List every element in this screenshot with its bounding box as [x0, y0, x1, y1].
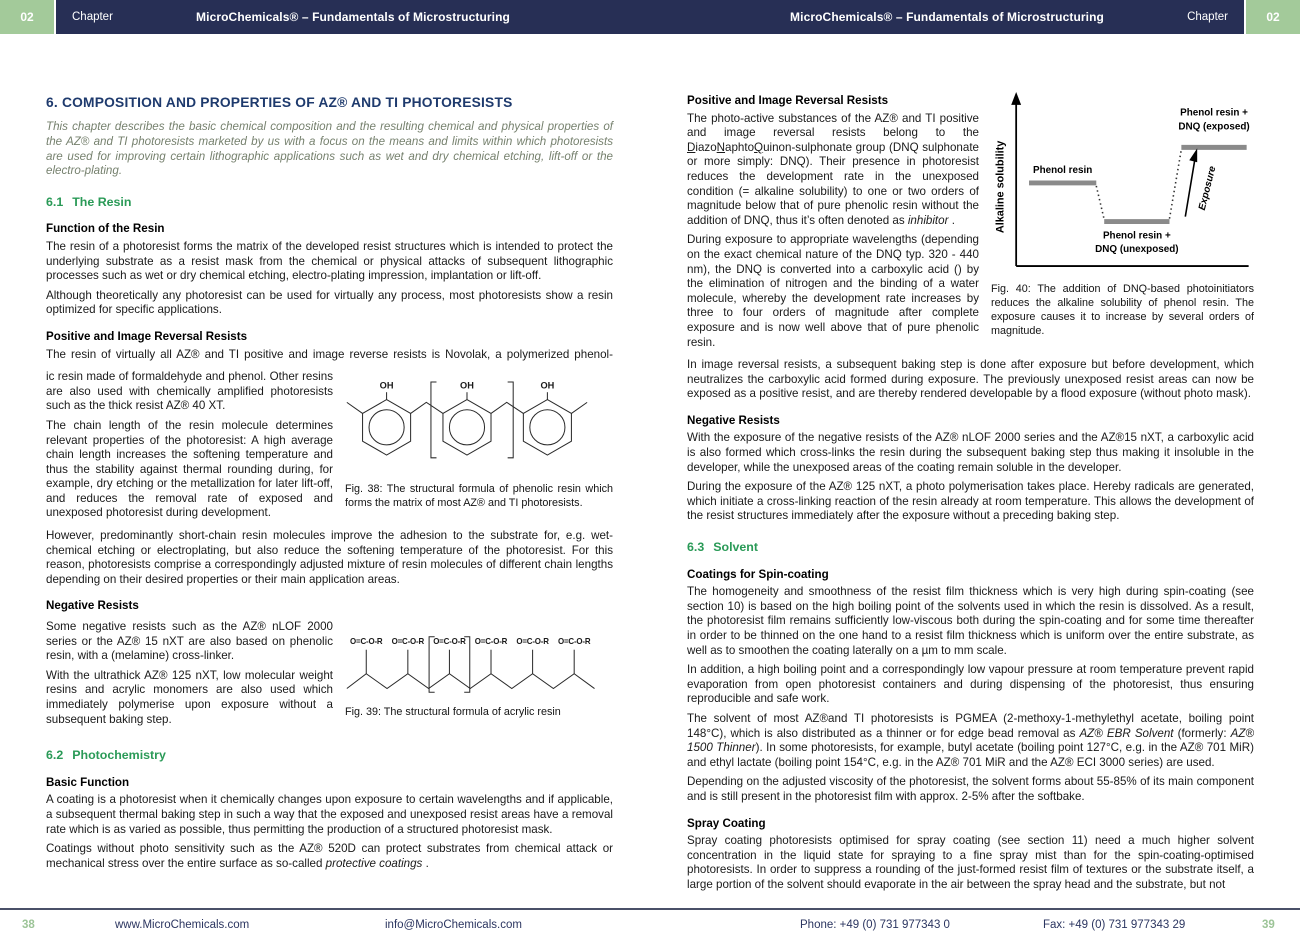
chapter-number-badge-right: 02 — [1244, 0, 1300, 34]
ester-group-label: O=C-O-R — [516, 637, 549, 647]
paragraph: In addition, a high boiling point and a correspondingly low vapour pressure at room temperature prevent rapid evaporation from open photoresist containers and during dispensing of the photoresist, thus ensuring reproducible and safe work. — [687, 663, 1254, 706]
heading-6-2-number: 6.2 — [46, 748, 64, 763]
chapter-label-left: Chapter — [72, 11, 113, 23]
subheading-spin-coating: Coatings for Spin-coating — [687, 567, 829, 581]
header-right-half — [650, 0, 1244, 34]
heading-6-3-label: Solvent — [713, 540, 758, 555]
text-figure-row-fig39 — [46, 617, 613, 732]
paragraph: In image reversal resists, a subsequent baking step is done after exposure but before development, which neutralizes the carboxylic acid formed during exposure. The previously unexposed resist areas can now be exposed as a positive resist, and are thereby rendered developable by a flood exposure (without photo mask). — [687, 358, 1254, 401]
header-left-half — [56, 0, 650, 34]
figure-38-caption: Fig. 38: The structural formula of phenolic resin which forms the matrix of most AZ® and TI photoresists. — [345, 482, 613, 509]
paragraph: With the ultrathick AZ® 125 nXT, low molecular weight resins and acrylic monomers are also used which immediately polymerise upon exposure without a subsequent baking step. — [46, 668, 333, 726]
figure-39 — [345, 617, 613, 719]
heading-6-2 — [46, 748, 613, 764]
email-link[interactable]: info@MicroChemicals.com — [385, 919, 522, 931]
paragraph: The photo-active substances of the AZ® and TI positive and image reversal resists belong to the DiazoNaphtoQuinon-sulphonate group (DNQ sulphonate or more simply: DNQ). Their presence in photoresist reduces the development rate in the unexposed condition (= alkaline solubility) to one or two orders of magnitude below that of pure phenolic resin without the addition of DNQ, thus it’s often denoted as inhibitor . — [687, 111, 979, 227]
book-title-right: MicroChemicals® – Fundamentals of Microstructuring — [790, 10, 1104, 24]
paragraph: The solvent of most AZ®and TI photoresists is PGMEA (2-methoxy-1-methylethyl acetate, boiling point 148°C), which is also distributed as a thinner or for edge bead removal as AZ® EBR Solvent (formerly: AZ® 1500 Thinner). In some photoresists, for example, butyl acetate (boiling point 127°C, e.g. in the AZ® 701 MiR) and ethyl lactate (boiling point 154°C, e.g. in the AZ® 701 MiR and the AZ® ECI 3000 series) are used. — [687, 712, 1254, 769]
subheading-negative-resists: Negative Resists — [687, 413, 780, 427]
ester-group-label: O=C-O-R — [391, 637, 425, 647]
subheading-negative-resists: Negative Resists — [46, 599, 139, 613]
unexposed-label-line2: DNQ (unexposed) — [1095, 244, 1179, 256]
figure-40 — [991, 88, 1254, 339]
figure-39-caption: Fig. 39: The structural formula of acrylic resin — [345, 705, 561, 718]
ester-group-label: O=C-O-R — [350, 637, 383, 647]
text-column — [46, 367, 333, 526]
paragraph: Although theoretically any photoresist can be used for virtually any process, most photoresists show a resin optimized for specific applications. — [46, 288, 613, 317]
subheading-positive-image-reversal: Positive and Image Reversal Resists — [687, 94, 889, 107]
heading-6-2-label: Photochemistry — [72, 748, 166, 763]
acrylic-resin-structure-diagram — [345, 631, 613, 698]
ester-group-label: O=C-O-R — [557, 637, 591, 647]
exposed-label-line2: DNQ (exposed) — [1178, 121, 1250, 133]
exposure-arrow-label: Exposure — [1196, 165, 1219, 212]
subheading-basic-function: Basic Function — [46, 775, 130, 789]
header-bar — [56, 0, 1244, 34]
text-figure-row-fig38 — [46, 367, 613, 526]
paragraph: Some negative resists such as the AZ® nLOF 2000 series or the AZ® 15 nXT are also based on phenolic resin, with a (melamine) cross-linker. — [46, 620, 333, 663]
text-column — [46, 617, 333, 732]
website-link[interactable]: www.MicroChemicals.com — [115, 919, 250, 931]
paragraph: A coating is a photoresist when it chemically changes upon exposure to certain wavelengths and if applicable, a subsequent thermal baking step in such a way that the exposed and unexposed resist areas have a removal rate which is as varied as possible, thus permitting the production of a structured photoresist mask. — [46, 793, 613, 836]
paragraph: The chain length of the resin molecule determines relevant properties of the photoresist: A high average chain length increases the softening temperature and thus the stability against thermal rounding during, for example, dry etching or the metallization for later lift-off, and reduces the removal rate of exposed and unexposed photoresist during development. — [46, 418, 333, 520]
paragraph: During the exposure of the AZ® 125 nXT, a photo polymerisation takes place. Hereby radicals are generated, which initiate a cross-linking reaction of the resin already at room temperature. This allows the development of the resist structures immediately after the exposure without a preceding baking step. — [687, 480, 1254, 523]
paragraph: However, predominantly short-chain resin molecules improve the adhesion to the substrate for, e.g. wet-chemical etching or electroplating, but also reduce the softening temperature of the photoresist. For this reason, photoresists comprise a correspondingly adjusted mixture of resin molecules of different chain lengths depending on their desired properties or their main application areas. — [46, 529, 613, 586]
paragraph: ic resin made of formaldehyde and phenol. Other resins are also used with chemically amplified photoresists such as the thick resist AZ® 40 XT. — [46, 370, 333, 413]
oh-group-label: OH — [540, 380, 555, 391]
phenolic-resin-structure-diagram — [345, 367, 613, 471]
heading-6-3-number: 6.3 — [687, 540, 705, 555]
paragraph: The homogeneity and smoothness of the resist film thickness which is very high during spin-coating (see section 10) is based on the high boiling point of the solvents used in which the resin is dissolved. As a result, the photoresist film remains sufficiently low-viscous both during the spin-coating and for some time thereafter in order to be thinned on the one hand to a resist film thickness which is uniform over the entire substrate, as well as to smoothen the coating laterally on a µm to mm scale. — [687, 585, 1254, 657]
paragraph-first-line: The resin of virtually all AZ® and TI positive and image reverse resists is Novolak, a polymerized phenol- — [46, 347, 613, 361]
left-page — [46, 88, 613, 876]
chapter-intro: This chapter describes the basic chemical composition and the resulting chemical and physical properties of the AZ® and TI photoresists marketed by us with a focus on the means and limits within which photoresists are used for improving certain lithographic applications such as wet and dry chemical etching, lift-off or the electro-plating. — [46, 120, 613, 178]
section-6-title: 6. COMPOSITION AND PROPERTIES OF AZ® AND TI PHOTORESISTS — [46, 95, 513, 110]
figure-40-caption: Fig. 40: The addition of DNQ-based photoinitiators reduces the alkaline solubility of phenol resin. The exposure causes it to increase by several orders of magnitude. — [991, 282, 1254, 338]
subheading-spray-coating: Spray Coating — [687, 816, 766, 830]
page-number-right: 39 — [1262, 919, 1275, 931]
fax-number: Fax: +49 (0) 731 977343 29 — [1043, 919, 1186, 931]
paragraph: The resin of a photoresist forms the matrix of the developed resist structures which is intended to protect the underlying substrate as a resist mask from the chemical or physical attacks of subsequent lithographic processes such as wet or dry chemical etching, electro-plating impression, implantation or lift-off. — [46, 239, 613, 283]
chapter-label-right: Chapter — [1187, 11, 1228, 23]
exposed-label-line1: Phenol resin + — [1180, 107, 1248, 119]
subheading-positive-image-reversal: Positive and Image Reversal Resists — [46, 329, 248, 343]
text-column — [687, 88, 979, 355]
heading-6-1 — [46, 195, 613, 211]
bracket-left — [431, 382, 437, 458]
paragraph: With the exposure of the negative resists of the AZ® nLOF 2000 series and the AZ®15 nXT, a carboxylic acid is also formed which cross-links the resin during the subsequent baking step thus making it insoluble in the developer, while the unexposed areas of the coating remain soluble in the developer. — [687, 431, 1254, 474]
heading-6-1-label: The Resin — [72, 194, 132, 209]
alkaline-solubility-chart — [991, 88, 1254, 271]
chapter-number-badge-left: 02 — [0, 0, 56, 34]
unexposed-label-line1: Phenol resin + — [1102, 230, 1171, 242]
paragraph: Coatings without photo sensitivity such as the AZ® 520D can protect substrates from chemical attack or mechanical stress over the entire surface as so-called protective coatings . — [46, 842, 613, 870]
phone-number: Phone: +49 (0) 731 977343 0 — [800, 919, 950, 931]
book-title-left: MicroChemicals® – Fundamentals of Microstructuring — [196, 10, 510, 24]
right-page — [687, 88, 1254, 898]
paragraph: During exposure to appropriate wavelengths (depending on the exact chemical nature of the DNQ typ. 320 - 440 nm), the DNQ is converted into a carboxylic acid () by the elimination of nitrogen and the binding of a water molecule, whereby the development rate increases by three to four orders of magnitude after complete exposure and is now well above that of pure phenolic resin. — [687, 233, 979, 349]
page-footer — [0, 908, 1300, 941]
bracket-right — [508, 382, 514, 458]
figure-38 — [345, 367, 613, 510]
heading-6-1-number: 6.1 — [46, 194, 64, 209]
heading-6-3 — [687, 540, 1254, 556]
phenol-resin-label: Phenol resin — [1033, 165, 1093, 177]
y-axis-label: Alkaline solubility — [994, 140, 1007, 234]
oh-group-label: OH — [460, 380, 474, 391]
text-figure-row-fig40 — [687, 88, 1254, 355]
paragraph: Depending on the adjusted viscosity of the photoresist, the solvent forms about 55-85% of its main component and is still present in the photoresist film with approx. 2-5% after the softbake. — [687, 775, 1254, 803]
ester-group-label: O=C-O-R — [474, 637, 508, 647]
ester-group-label: O=C-O-R — [433, 637, 466, 647]
page-number-left: 38 — [22, 919, 35, 931]
page-header — [0, 0, 1300, 34]
oh-group-label: OH — [379, 380, 394, 391]
subheading-function-of-resin: Function of the Resin — [46, 222, 165, 236]
paragraph: Spray coating photoresists optimised for spray coating (see section 11) need a much higher solvent concentration in the liquid state for spraying to a fine spray mist than for the spin-coating-optimised photoresists. In order to suppress a rounding of the just-formed resist film of textures or the substrate itself, a large portion of the solvent should evaporate in the air between the spray head and the substrate, but not — [687, 834, 1254, 891]
